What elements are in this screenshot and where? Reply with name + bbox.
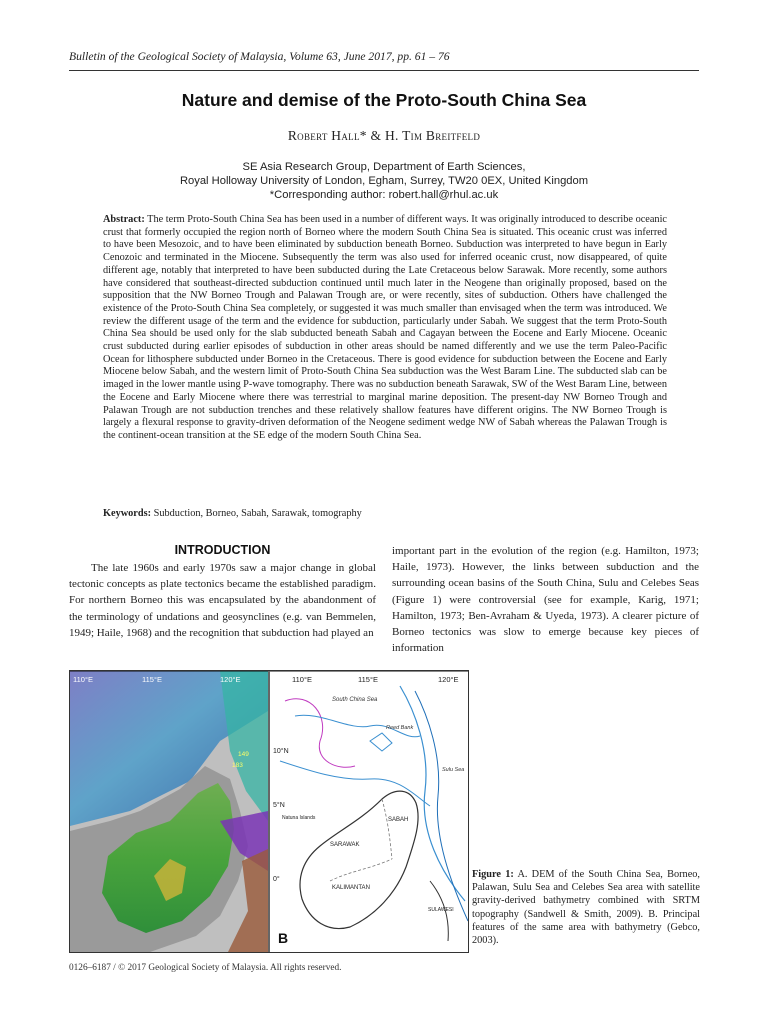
intro-left-column <box>69 543 376 641</box>
intro-heading: INTRODUCTION <box>174 543 271 557</box>
affiliation <box>69 160 699 202</box>
panel-a-tick-120: 120°E <box>220 675 241 684</box>
panel-a-dem <box>70 671 268 952</box>
abstract-text: The term Proto-South China Sea has been used in a number of different ways. It was originally introduced to describe oceanic crust that formerly occupied the region north of Borneo where the modern South China Sea is situated. This oceanic crust was inferred to have been Mesozoic, and to have been eliminated by subduction beneath Borneo. Subduction was interpreted to have begun in Early Cenozoic and terminated in the Miocene. Subsequently the term was also used for inferred oceanic crust, now disappeared, of quite different age, notably that interpreted to have been subducted during the Late Cretaceous below Sarawak. More recently, some authors have considered that southeast-directed subduction continued until much later in the Neogene than originally proposed, based on the supposition that the NW Borneo Trough and Palawan Trough are, or were recently, sites of subduction. Others have challenged the existence of the Proto-South China Sea completely, or suggested it was much smaller than envisaged when the term was introduced. We review the different usage of the term and the evidence for subduction, particularly under Sabah. We suggest that the term Proto-South China Sea should be used only for the slab subducted beneath Sabah and Cagayan between the Eocene and Early Miocene. Oceanic crust subducted during earlier episodes of subduction in other areas should be named differently and we use the term Paleo-Pacific Ocean for lithosphere subducted under Borneo in the Cretaceous. There is good evidence for subduction between the Eocene and Early Miocene below Sabah, and the western limit of Proto-South China Sea subduction was the West Baram Line. The subducted slab can be imaged in the lower mantle using P-wave tomography. There was no subduction beneath Sarawak, SW of the West Baram Line, between the Eocene and Early Miocene where there was terrestrial to marginal marine deposition. The present-day NW Borneo Trough and Palawan Trough are not subduction trenches and these relatively shallow features have different origins. The NW Borneo Trough is largely a flexural response to gravity-driven deformation of the Neogene sediment wedge NW of Sabah whereas the Palawan Trough is the continent-ocean transition at the SE edge of the modern South China Sea. <box>103 214 668 441</box>
label-kalimantan: KALIMANTAN <box>332 885 370 891</box>
label-south-china-sea: South China Sea <box>332 697 378 703</box>
figure-caption-label: Figure 1: <box>472 869 514 880</box>
figure-1 <box>69 670 469 953</box>
label-sabah: SABAH <box>388 817 409 823</box>
keywords-label: Keywords: <box>103 508 152 519</box>
copyright-footer: 0126–6187 / © 2017 Geological Society of Malaysia. All rights reserved. <box>69 963 342 973</box>
paper-title: Nature and demise of the Proto-South China Sea <box>181 90 587 110</box>
label-sarawak: SARAWAK <box>330 842 360 848</box>
figure-1-svg <box>70 671 468 952</box>
abstract-label: Abstract: <box>103 214 145 225</box>
keywords <box>103 508 667 519</box>
intro-paragraph-right: important part in the evolution of the region (e.g. Hamilton, 1973; Haile, 1973). However, the links between subduction and the surrounding ocean basins of the South China, Sulu and Celebes Seas (Figure 1) were controversial (see for example, Karig, 1971; Hamilton, 1973; Ben-Avraham & Uyeda, 1973). A clearer picture of Borneo tectonics was slow to emerge because key pieces of information <box>392 545 699 655</box>
intro-right-column <box>392 543 699 656</box>
panel-a-mark-149: 149 <box>238 751 249 758</box>
keywords-text: Subduction, Borneo, Sabah, Sarawak, tomography <box>153 508 362 519</box>
journal-header: Bulletin of the Geological Society of Malaysia, Volume 63, June 2017, pp. 61 – 76 <box>69 50 450 63</box>
panel-b-lat-0: 0° <box>273 876 280 883</box>
figure-caption-text: A. DEM of the South China Sea, Borneo, Palawan, Sulu Sea and Celebes Sea area with satellite gravity-derived bathymetry combined with SRTM topography (Sandwell & Smith, 2009). B. Principal features of the same area with bathymetry (Gebco, 2003). <box>472 869 700 947</box>
label-reed-bank: Reed Bank <box>386 725 414 731</box>
panel-b-map <box>270 671 468 952</box>
intro-paragraph-left: The late 1960s and early 1970s saw a major change in global tectonic concepts as plate tectonics became the established paradigm. For northern Borneo this was encapsulated by the abandonment of the terminology of undations and geosynclines (e.g. van Bemmelen, 1949; Haile, 1968) and the recognition that subduction had played an <box>69 562 376 639</box>
authors: Robert Hall* & H. Tim Breitfeld <box>287 128 481 143</box>
panel-b-lat-5n: 5°N <box>273 802 285 809</box>
corresponding-author: *Corresponding author: robert.hall@rhul.ac.uk <box>269 189 499 201</box>
label-sulawesi: SULAWESI <box>428 907 454 913</box>
panel-a-tick-110: 110°E <box>73 675 93 684</box>
panel-a-mark-183: 183 <box>232 762 243 769</box>
panel-b-tick-110: 110°E <box>292 675 312 684</box>
abstract <box>103 214 667 443</box>
panel-a-tick-115: 115°E <box>142 675 162 684</box>
figure-1-caption <box>472 868 700 947</box>
panel-b-lat-10n: 10°N <box>273 748 289 755</box>
panel-b-tick-120: 120°E <box>438 675 459 684</box>
affiliation-line-2: Royal Holloway University of London, Egham, Surrey, TW20 0EX, United Kingdom <box>179 175 589 187</box>
label-natuna: Natuna Islands <box>282 815 316 821</box>
header-rule <box>69 70 699 71</box>
panel-b-tick-115: 115°E <box>358 675 378 684</box>
label-sulu-sea: Sulu Sea <box>442 767 465 773</box>
panel-b-letter: B <box>278 930 289 946</box>
affiliation-line-1: SE Asia Research Group, Department of Earth Sciences, <box>242 161 526 173</box>
